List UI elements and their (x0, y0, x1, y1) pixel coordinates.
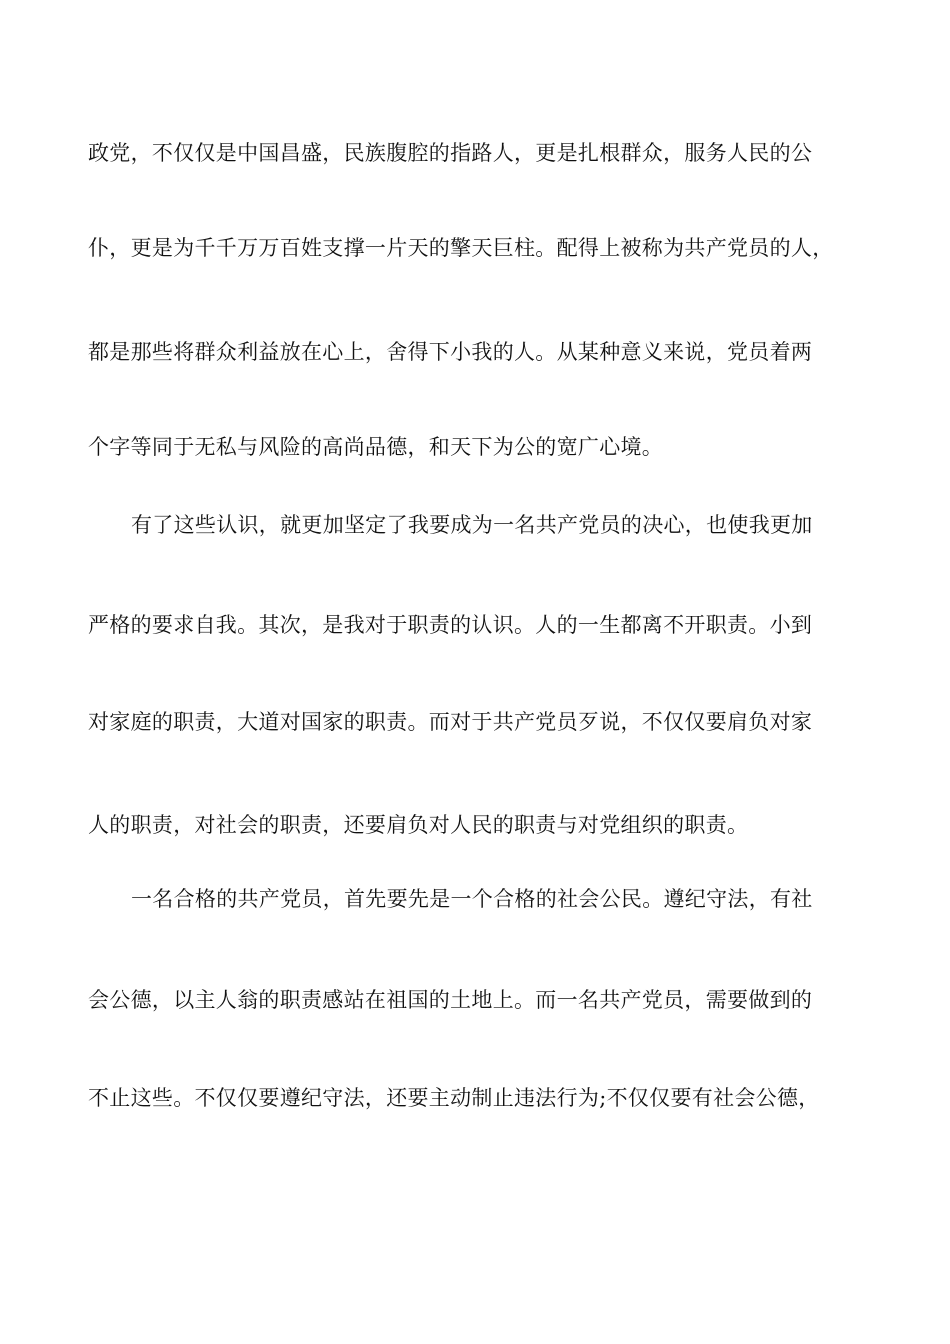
paragraph-start-line: 有了这些认识，就更加坚定了我要成为一名共产党员的决心，也使我更加 (131, 513, 813, 537)
text-line: 个字等同于无私与风险的高尚品德，和天下为公的宽广心境。 (88, 435, 664, 459)
text-line: 仆，更是为千千万万百姓支撑一片天的擎天巨柱。配得上被称为共产党员的人， (88, 236, 834, 260)
paragraph-start-line: 一名合格的共产党员，首先要先是一个合格的社会公民。遵纪守法，有社 (131, 887, 813, 911)
text-line: 人的职责，对社会的职责，还要肩负对人民的职责与对党组织的职责。 (88, 813, 749, 837)
text-line: 会公德，以主人翁的职责感站在祖国的土地上。而一名共产党员，需要做到的 (88, 988, 813, 1012)
text-line: 对家庭的职责，大道对国家的职责。而对于共产党员歹说，不仅仅要肩负对家 (88, 710, 813, 734)
text-line: 严格的要求自我。其次，是我对于职责的认识。人的一生都离不开职责。小到 (88, 613, 813, 637)
text-line: 不止这些。不仅仅要遵纪守法，还要主动制止违法行为;不仅仅要有社会公德， (88, 1086, 820, 1110)
text-line: 政党，不仅仅是中国昌盛，民族腹腔的指路人，更是扎根群众，服务人民的公 (88, 141, 813, 165)
text-line: 都是那些将群众利益放在心上，舍得下小我的人。从某种意义来说，党员着两 (88, 340, 813, 364)
